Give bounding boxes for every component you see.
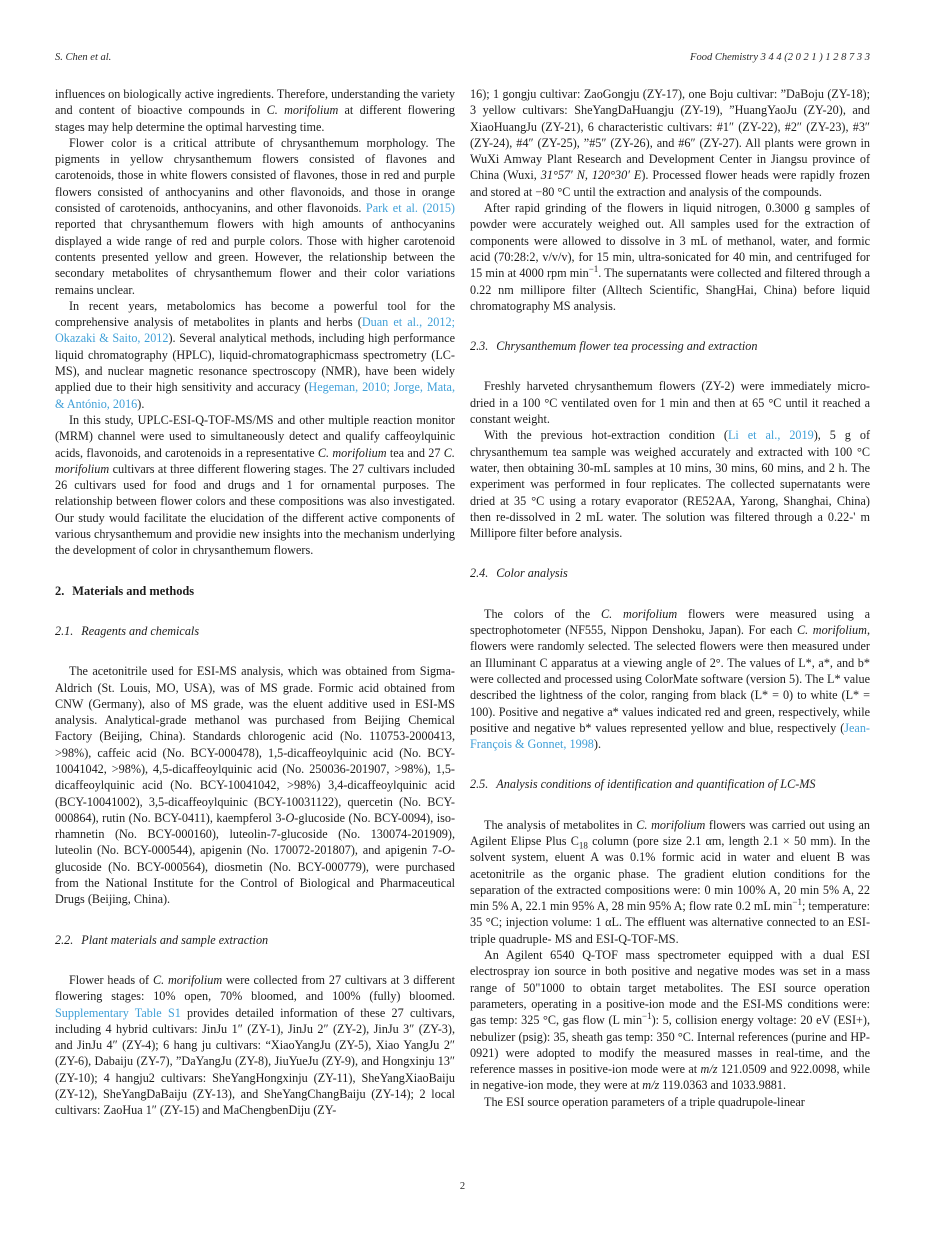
italic-text: C. morifolium [152, 972, 223, 987]
text-run: column (pore size 2.1 αm, length 2.1 × 50 mm). In the solvent system, eluent A was 0.1% formic acid in water and eluent B was acetonitrile as the organic phase. The gradient elution conditions for the separation of the extracted compositions were: 0 min 100% A, 20 min 5% A, 22 min 5% A, 22.1 min 95% A, 28 min 95% A; flow rate 0.2 mL min [470, 833, 870, 914]
italic-text: C. morifolium [266, 103, 339, 118]
italic-text: C. morifolium [636, 817, 706, 832]
text-run: flowers was carried out using an Agilent Elipse Plus C [470, 817, 870, 848]
right-column [470, 86, 870, 1119]
italic-text: m/z [642, 1078, 660, 1093]
text-run: After rapid grinding of the flowers in liquid nitrogen, 0.3000 g samples of powder were accurately weighed out. All samples used for the extraction of components were allowed to dissolve in 3 mL of methanol, water, and formic acid (70:28:2, v/v/v), for 15 min, ultra-sonicated for 40 min, and centrifuged for 15 min at 4000 rpm min [470, 201, 870, 281]
paragraph [470, 200, 870, 314]
paragraph [55, 412, 455, 559]
text-run: cultivars at three different flowering stages. The 27 cultivars included 26 cultivars used for food and drugs and 1 for ornamental purposes. The relationship between flower colors and these compositions was also investigated. Our study would facilitate the elucidation of the different active components of various chrysanthemum and providie new insights into the mechanism underlying the development of color in chrysanthemum flowers. [55, 461, 455, 558]
text-run: In recent years, metabolomics has become a powerful tool for the comprehensive analysis of metabolites in plants and herbs ( [55, 298, 455, 330]
text-run: ), 5 g of chrysanthemum tea sample was weighed accurately and extracted with 100 °C water, then obtaining 30-mL samples at 10 mins, 30 mins, 60 mins, and 2 h. The experiment was performed in four replicates. The collected supernatants were dried at 35 °C using a rotary evaporator (RE52AA, Yarong, Shanghai, China) then re-dissolved in 2 mL water. The solution was filtered through a 0.22-' m Millipore filter before analysis. [470, 428, 870, 541]
text-run: Materials and methods [72, 583, 195, 598]
text-run: influences on biologically active ingredients. Therefore, understanding the variety and content of bioactive compounds in [55, 87, 455, 118]
italic-text: 31°57′ N, 120°30′ E [540, 168, 642, 183]
page-body [55, 86, 870, 1119]
running-head-journal: Food Chemistry 3 4 4 (2 0 2 1 ) 1 2 8 7 3 3 [690, 52, 870, 63]
text-run: provides detailed information of these 27 cultivars, including 4 hybrid cultivars: JinJu 1″ (ZY-1), JinJu 2″ (ZY-2), JinJu 3″ (ZY-3), and JinJu 4″ (ZY-4); 6 hang ju cultivars: “XiaoYangJu (ZY-5), Xiao YangJu 2″ (ZY-6), Dabaiju (ZY-7), ”DaYangJu (ZY-8), JiuYueJu (ZY-9), and Hongxinju 13″ (ZY-10); 4 hangju2 cultivars: SheYangHongxinju (ZY-11), SheYangXiaoBaiju (ZY-12), SheYangDaBaiju (ZY-13), and SheYangChangBaiju (ZY-14); 2 local cultivars: ZaoHua 1″ (ZY-15) and MaChengbenDiju (ZY- [55, 1005, 455, 1118]
citation-link[interactable]: Hegeman, 2010; Jorge, Mata, & António, 2016 [55, 380, 455, 411]
text-run: 16); 1 gongju cultivar: ZaoGongju (ZY-17), one Boju cultivar: ”DaBoju (ZY-18); 3 yellow cultivars: SheYangDaHuangju (ZY-19), ”HuangYaoJu (ZY-20), and XiaoHuangJu (ZY-21), 6 characteristic cultivars: #1″ (ZY-22), #2″ (ZY-23), #3″ (ZY-24), #4″ (ZY-25), ”#5″ (ZY-26), and #6″ (ZY-27). All plants were grown in WuXi Amway Plant Research and Development Center in Jiangsu province of China (Wuxi, [470, 87, 870, 183]
section-number: 2.4. [470, 566, 489, 581]
section-number: 2.2. [55, 932, 74, 947]
text-run: Color analysis [496, 566, 568, 581]
text-run: 121.0509 and 922.0098, while in negative-ion mode, they were at [470, 1062, 870, 1093]
text-run: Freshly harveted chrysanthemum flowers (ZY-2) were immediately micro-dried in a 100 °C ventilated oven for 1 min and then at 65 °C until it reached a constant weight. [470, 379, 870, 427]
text-run: Chrysanthemum flower tea processing and extraction [496, 339, 758, 354]
paragraph [55, 135, 455, 298]
paragraph [55, 86, 455, 135]
text-run: ; temperature: 35 °C; injection volume: 1 αL. The effluent was alternative connected to an ESI-triple quadruple- MS and ESI-Q-TOF-MS. [470, 899, 870, 946]
paragraph [470, 427, 870, 541]
text-run: flowers were measured using a spectrophotometer (NF555, Nippon Denshoku, Japan). For each [470, 606, 871, 638]
italic-text: C. morifolium [55, 445, 455, 476]
text-run: In this study, UPLC-ESI-Q-TOF-MS/MS and other multiple reaction monitor (MRM) channel were used to simultaneously detect and qualify caffeoylquinic acids, flavonoids, and carotenoids in a representative [55, 412, 455, 460]
italic-text: C. morifolium [601, 606, 678, 621]
text-run: at different flowering stages may help determine the optimal harvesting time. [55, 103, 455, 134]
paragraph [470, 378, 870, 427]
text-run: Reagents and chemicals [81, 623, 200, 638]
text-run: Plant materials and sample extraction [81, 932, 269, 947]
text-run: With the previous hot-extraction condition ( [484, 428, 728, 443]
sup-text: −1 [792, 897, 802, 908]
text-run: ). Processed flower heads were rapidly frozen and stored at −80 °C until the extraction and analysis of the compounds. [470, 168, 871, 199]
paragraph [55, 972, 455, 1119]
subsection-heading [55, 932, 455, 948]
paragraph [55, 663, 455, 907]
text-run: The acetonitrile used for ESI-MS analysis, which was obtained from Sigma-Aldrich (St. Louis, MO, USA), was of MS grade. Formic acid obtained from CNW (Germany), also of MS grade, was the eluent additive used in ESI-MS analysis. Analytical-grade methanol was purchased from Beijing Chemical Factory (Beijing, China). Standards chlorogenic acid (No. 110753-2000413, >98%), caffeic acid (No. BCY-000478), 1,5-dicaffeoylquinic acid (No. BCY-10041042, >98%), 4,5-dicaffeoylquinic acid (No. 250036-201907, >98%), 1,5-dicaffeoylquinic acid (No. BCY-10041042, >98%) 3,4-dicaffeoylquinic acid (BCY-10041002), 3,5-dicaffeoylquinic (BCY-10031122), quercetin (No. BCY-000864), rutin (No. BCY-0411), kaempferol 3- [55, 664, 455, 825]
italic-text: O [442, 843, 451, 858]
text-run: The colors of the [484, 606, 602, 621]
text-run: ): 5, collision energy voltage: 20 eV (ESI+), nebulizer (psig): 35, sheath gas temp: 350 °C. Internal references (purine and HP-0921) were adopted to modify the measured masses in real-time, and the reference masses in positive-ion mode were at [470, 1013, 870, 1077]
running-head-author: S. Chen et al. [55, 52, 112, 63]
text-run: 119.0363 and 1033.9881. [659, 1078, 787, 1093]
subsection-heading [470, 565, 870, 581]
text-run: ). [593, 737, 602, 752]
citation-link[interactable]: Duan et al., 2012; Okazaki & Saito, 2012 [55, 315, 455, 346]
italic-text: C. morifolium [797, 623, 867, 638]
text-run: An Agilent 6540 Q-TOF mass spectrometer equipped with a dual ESI electrospray ion source in both positive and negative modes was set in a mass range of 50"1000 to obtain target metabolites. The ESI source operation parameters, operating in a positive-ion mode and the ESI-MS conditions were: gas temp: 325 °C, gas flow (L min [470, 948, 870, 1028]
page-number: 2 [459, 1181, 466, 1192]
citation-link[interactable]: Jean-François & Gonnet, 1998 [470, 720, 870, 752]
paragraph [470, 947, 870, 1094]
text-run: The analysis of metabolites in [484, 817, 637, 832]
text-run: -glucoside (No. BCY-000564), diosmetin (No. BCY-000779), were purchased from the National Institute for the Control of Biological and Pharmaceutical Drugs (Beijing, China). [55, 843, 455, 907]
italic-text: m/z [700, 1062, 718, 1077]
paragraph [470, 606, 870, 753]
paragraph [55, 298, 455, 412]
citation-link[interactable]: Supplementary Table S1 [55, 1005, 181, 1020]
sup-text: −1 [642, 1011, 652, 1022]
text-run: Flower heads of [69, 972, 153, 987]
section-number: 2.1. [55, 623, 74, 638]
section-number: 2. [55, 583, 65, 598]
section-number: 2.5. [470, 777, 489, 792]
text-run: were collected from 27 cultivars at 3 different flowering stages: 10% open, 70% bloomed, and 100% (fully) bloomed. [55, 972, 455, 1004]
paragraph [470, 817, 870, 947]
citation-link[interactable]: Li et al., 2019 [727, 428, 814, 443]
left-column [55, 86, 455, 1119]
sup-text: −1 [588, 264, 599, 275]
text-run: Flower color is a critical attribute of chrysanthemum morphology. The pigments in yellow chrysanthemum flowers consisted of flavones and carotenoids, those in white flowers consisted of flavones, those in red and purple flowers consisted of anthocyanins and other flavonoids, and those in orange consisted of carotenoids, anthocyanins, and other flavonoids. [55, 135, 455, 216]
text-run: , flowers were randomly selected. The selected flowers were then measured under an Illuminant C apparatus at a viewing angle of 2°. The values of L*, a*, and b* were collected and processed using ColorMate software (version 5). The L* value described the lightness of the color, ranging from black (L* = 0) to white (L* = 100). Positive and negative a* values indicated red and green, respectively, while positive and negative b* values represented yellow and blue, respectively ( [470, 623, 870, 735]
text-run: tea and 27 [386, 445, 444, 460]
section-heading [55, 583, 455, 599]
section-number: 2.3. [470, 339, 489, 354]
italic-text: C. morifolium [317, 445, 387, 460]
text-run: Analysis conditions of identification and quantification of LC-MS [496, 777, 816, 792]
text-run: ). [137, 396, 145, 411]
running-head [55, 52, 870, 63]
text-run: reported that chrysanthemum flowers with high amounts of anthocyanins displayed a wide range of red and purple colors. Those with higher carotenoid contents presented yellow and green. However, the relationship between the secondary metabolites of chrysanthemum flower and their color variations remains unclear. [55, 217, 455, 297]
subsection-heading [470, 776, 870, 792]
page-footer [0, 1181, 925, 1192]
subsection-heading [470, 338, 870, 354]
paragraph [470, 1094, 870, 1110]
sub-text: 18 [578, 840, 588, 851]
paragraph [470, 86, 870, 200]
text-run: ). Several analytical methods, including high performance liquid chromatography (HPLC), liquid-chromatographicmass spectrometry (LC-MS), and nuclear magnetic resonance spectroscopy (NMR), have been widely applied due to their high sensitivity and accuracy ( [55, 331, 455, 395]
text-run: The ESI source operation parameters of a triple quadrupole-linear [484, 1094, 805, 1109]
subsection-heading [55, 623, 455, 639]
italic-text: O [285, 810, 295, 825]
text-run: . The supernatants were collected and filtered through a 0.22 nm millipore filter (Alltech Scientific, ShangHai, China) before liquid chromatography MS analysis. [470, 266, 870, 313]
text-run: -glucoside (No. BCY-0094), iso-rhamnetin (No. BCY-000160), luteolin-7-glucoside (No. 130074-201909), luteolin (No. BCY-000544), apigenin (No. 170072-201807), and apigenin 7- [55, 810, 456, 858]
citation-link[interactable]: Park et al. (2015) [365, 201, 455, 216]
